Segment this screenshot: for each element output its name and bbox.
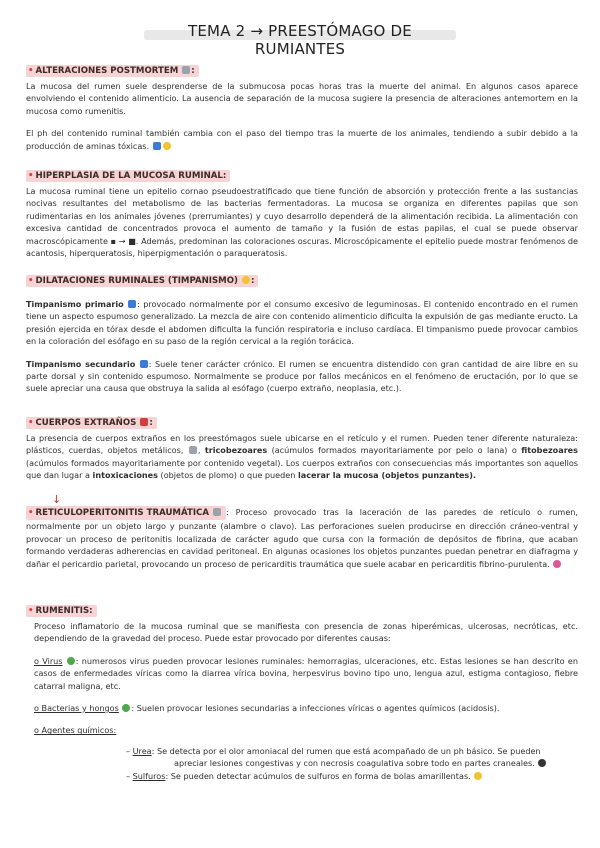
virus-icon [67,657,75,665]
postmortem-paragraph-2: El ph del contenido ruminal también cambia con el paso del tiempo tras la muerte de los animales, tendiendo a subir debido a la producción de aminas tóxicas. [26,128,578,151]
heading-hiperplasia: • HIPERPLASIA DE LA MUCOSA RUMINAL: [26,170,230,182]
reticulo-paragraph: • RETICULOPERITONITIS TRAUMÁTICA : Proceso provocado tras la laceración de las paredes de retículo o rumen, normalmente por un objeto largo y punzante (alambre o clavo). Las perforaciones suelen producirse en dirección cráneo-ventral y provocar un proceso de peritonitis localizada de carácter agudo que cursa con la formación de depósitos de fibrina, que acaban formando verdaderas adherencias en cavidad peritoneal. En algunas ocasiones los objetos punzantes puedan penetrar en diafragma y dañar el pericardio parietal, provocando un proceso de pericarditis traumática que suele acabar en pericarditis fibrino-purulenta. [26,507,578,569]
section-hiperplasia [26,163,578,259]
cuerpos-paragraph: La presencia de cuerpos extraños en los preestómagos suele ubicarse en el retículo y el rumen. Pueden tener diferente naturaleza: plásticos, cuerdas, objetos metálicos, , tricobezoares (acúmulos formados mayoritariamente por pelo o lana) o fitobezoares (acúmulos formados mayoritariamente por contenido vegetal). Los cuerpos extraños con consecuencias más importantes son aquellos que dan lugar a intoxicaciones (objetos de plomo) o que pueden lacerar la mucosa (objetos punzantes). [26,433,578,481]
arrow-down-indicator: ↓ [52,493,62,506]
arrow-up-icon [153,142,161,150]
heart-icon [553,560,561,568]
heading-postmortem: • ALTERACIONES POSTMORTEM : [26,65,199,77]
postmortem-paragraph-1: La mucosa del rumen suele desprenderse de la submucosa pocas horas tras la muerte del animal. En algunos casos aparece envolviendo el contenido alimenticio. La ausencia de separación de la mucosa sugiere la presencia de alteraciones antemortem en la mucosa como rumenitis. [26,81,578,116]
hiperplasia-paragraph: La mucosa ruminal tiene un epitelio cornao pseudoestratificado que tiene función de absorción y protección frente a las sustancias nocivas resultantes del metabolismo de las bacterias fermentadoras. La mucosa se organiza en diferentes papilas que son rudimentarias en los animales jóvenes (prerrumiantes) y cuyo desarrollo dependerá de la alimentación recibida. La alimentación con excesiva cantidad de concentrados provoca el aumento de tamaño y la fusión de estas papilas, el cual se puede observar macroscópicamente ▪ → ■. Además, predominan las coloraciones oscuras. Microscópicamente el epitelio puede mostrar fenómenos de acantosis, hiperqueratosis, hiperpigmentación o paraqueratosis. [26,186,578,259]
section-cuerpos [26,410,578,482]
bell-icon [242,276,250,284]
number-two-icon [140,360,148,368]
rumenitis-intro: Proceso inflamatorio de la mucosa ruminal que se manifiesta con presencia de zonas hiperémicas, ulcerosas, necróticas, etc. dependiendo de la gravedad del proceso. Puede estar provocado por diferentes causas: [34,621,578,644]
helmet-icon [182,66,190,74]
quimico-urea-cont: apreciar lesiones congestivas y con necrosis coagulativa sobre todo en partes craneales. [34,757,578,769]
yellow-ball-icon [474,772,482,780]
quimico-sulfuros: – Sulfuros: Se pueden detectar acúmulos de sulfuros en forma de bolas amarillentas. [34,770,578,782]
nail-icon [213,508,221,516]
timpanismo-secundario: Timpanismo secundario : Suele tener carácter crónico. El rumen se encuentra distendido con gran cantidad de aire libre en su parte dorsal y sin contenido espumoso. Normalmente se produce por fallos mecánicos en el fenómeno de eructación, por lo que se suele apreciar una causa que obstruya la salida al esófago (cuerpo extraño, neoplasia, etc.). [26,358,578,394]
face-icon [163,142,171,150]
page-title: TEMA 2 → PREESTÓMAGO DE RUMIANTES [188,22,412,58]
nail-icon [189,446,197,454]
section-rumenitis [26,598,578,782]
causa-quimicos: o Agentes químicos: [34,725,117,736]
section-dilataciones [26,268,578,395]
circle-icon [538,759,546,767]
section-reticulo [26,506,578,570]
heading-dilataciones: • DILATACIONES RUMINALES (TIMPANISMO) : [26,275,258,287]
heading-reticulo: • RETICULOPERITONITIS TRAUMÁTICA [26,506,226,520]
page-title-block [150,22,450,58]
section-postmortem [26,58,578,152]
causa-bacterias: o Bacterias y hongos : Suelen provocar lesiones secundarias a infecciones víricas o agentes químicos (acidosis). [34,703,500,714]
causa-virus: o Virus : numerosos virus pueden provocar lesiones ruminales: hemorragias, ulceraciones, etc. Estas lesiones se han descrito en casos de enfermedades víricas como la diarrea vírica bovina, herpesvirus bovino tipo uno, lengua azul, estigma contagioso, fiebre catarral maligna, etc. [34,655,579,691]
timpanismo-primario: Timpanismo primario : provocado normalmente por el consumo excesivo de leguminosas. El contenido encontrado en el rumen tiene un aspecto espumoso generalizado. La mezcla de aire con contenido alimenticio dificulta la expulsión de gas mediante eructo. La presión ejercida en tórax desde el abdomen dificulta la función respiratoria e incluso cardíaca. El timpanismo puede provocar cambios en la coloración del esófago en su paso de la región cervical a la región torácica. [26,299,578,347]
quimico-urea: – Urea: Se detecta por el olor amoniacal del rumen que está acompañado de un ph básico. Se pueden [126,745,541,756]
heading-rumenitis: • RUMENITIS: [26,605,97,617]
heading-cuerpos: • CUERPOS EXTRAÑOS : [26,417,157,429]
bacteria-icon [122,704,130,712]
question-icon [140,418,148,426]
number-one-icon [128,300,136,308]
